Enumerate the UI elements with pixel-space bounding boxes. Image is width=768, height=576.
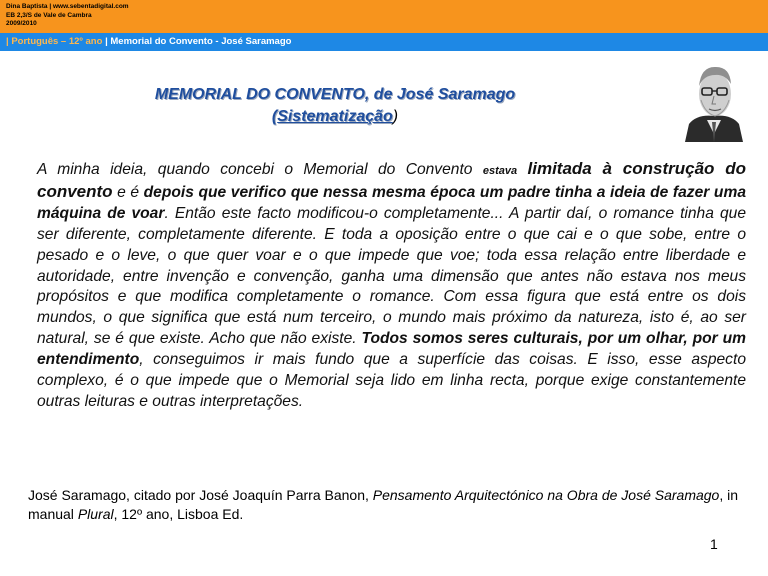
author-portrait — [683, 58, 745, 142]
breadcrumb-title: Memorial do Convento - José Saramago — [110, 36, 292, 47]
page-title — [100, 84, 570, 128]
title-line-1: MEMORIAL DO CONVENTO, de José Saramago — [154, 86, 516, 103]
portrait-image — [683, 58, 745, 142]
meta-author: Dina Baptista | www.sebentadigital.com — [6, 3, 129, 10]
citation: José Saramago, citado por José Joaquín Parra Banon, Pensamento Arquitectónico na Obra de José Saramago, in manual Plural, 12º ano, Lisboa Ed. — [28, 487, 739, 522]
breadcrumb-course: Português – 12º ano — [11, 36, 103, 47]
title-subtitle: Sistematização — [277, 108, 393, 125]
citation-book-title: Pensamento Arquitectónico na Obra de José Saramago — [372, 487, 720, 503]
breadcrumb-separator: | — [105, 36, 108, 47]
citation-manual: Plural — [77, 506, 114, 522]
page-number: 1 — [710, 536, 718, 552]
header-meta — [6, 3, 129, 29]
breadcrumb — [6, 36, 291, 47]
quote-block: A minha ideia, quando concebi o Memorial do Convento estava limitada à construção do convento e é depois que verifico que nessa mesma época um padre tinha a ideia de fazer uma máquina de voar. Então este facto modificou-o completamente... A partir daí, o romance tinha que ser diferente, completamente diferente. E toda a oposição entre o que cai e o que sobe, entre o pesado e o leve, o que quer voar e o que impede que voe; toda essa relação entre liberdade e autoridade, entre invenção e convenção, ganha uma dimensão que antes não estava nos meus propósitos e que modifica completamente o romance. Com essa figura que está entre os dois mundos, o que significa que está num terceiro, o mundo mais próximo da natureza, isto é, ao ser natural, se é que existe. Acho que não existe. Todos somos seres culturais, por um olhar, por um entendimento, conseguimos ir mais fundo que a superfície das coisas. E isso, esse aspecto complexo, é o que impede que o Memorial seja lido em linha recta, porque exige constantemente outras leituras e outras interpretações. — [37, 159, 746, 410]
meta-school: EB 2,3/S de Vale de Cambra — [6, 11, 92, 19]
title-line-2: (Sistematização) — [271, 108, 399, 125]
breadcrumb-separator: | — [6, 36, 9, 47]
meta-year: 2009/2010 — [6, 20, 37, 27]
